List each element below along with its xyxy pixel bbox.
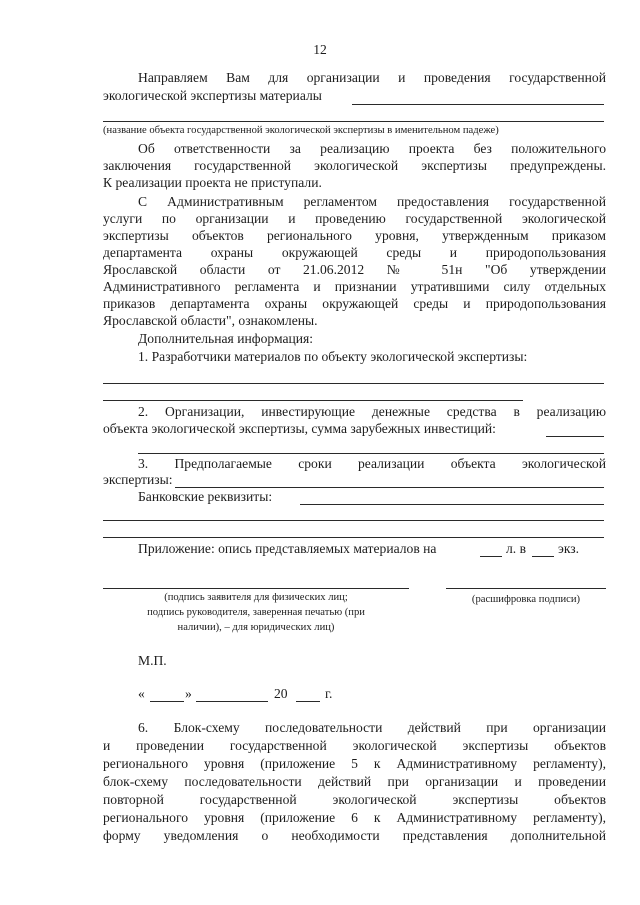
stamp-label: М.П. — [138, 653, 167, 668]
responsibility-line-3: К реализации проекта не приступали. — [103, 175, 322, 190]
date-year-suffix: г. — [325, 686, 333, 701]
regulation-line-1: С Административным регламентом предоставления государственной — [138, 194, 606, 209]
regulation-line-8: Ярославской области", ознакомлены. — [103, 313, 318, 328]
section-6-line-5: повторной государственной экологической экспертизы объектов — [103, 792, 606, 807]
section-6-line-3: регионального уровня (приложение 5 к Административному регламенту), — [103, 756, 606, 771]
item-1-line-2 — [103, 400, 523, 401]
item-2-blank — [546, 436, 604, 437]
object-name-caption: (название объекта государственной экологической экспертизы в именительном падеже) — [103, 125, 499, 136]
item-1-developers: 1. Разработчики материалов по объекту экологической экспертизы: — [138, 349, 528, 364]
item-2-line-1: 2. Организации, инвестирующие денежные средства в реализацию — [138, 404, 606, 419]
attachment-prefix: Приложение: опись представляемых материалов на — [138, 541, 437, 556]
regulation-line-6: Административного регламента и признании утратившими силу отдельных — [103, 279, 606, 294]
signature-caption-3: наличии), – для юридических лиц) — [177, 622, 335, 633]
signature-decoding-caption: (расшифровка подписи) — [471, 594, 581, 605]
object-name-line — [103, 121, 604, 122]
date-year-prefix: 20 — [274, 686, 288, 701]
attachment-mid: л. в — [506, 541, 526, 556]
responsibility-line-1: Об ответственности за реализацию проекта без положительного — [138, 141, 606, 156]
section-6-line-6: регионального уровня (приложение 6 к Административному регламенту), — [103, 810, 606, 825]
attachment-sheets-blank — [480, 556, 502, 557]
regulation-line-2: услуги по организации и проведению государственной экологической — [103, 211, 606, 226]
date-year-blank — [296, 701, 320, 702]
regulation-line-3: экспертизы объектов регионального уровня, утвержденным приказом — [103, 228, 606, 243]
section-6-line-7: форму уведомления о необходимости представления дополнительной — [103, 828, 606, 843]
bank-details-blank — [300, 504, 604, 505]
attachment-copies-blank — [532, 556, 554, 557]
regulation-line-7: приказов департамента охраны окружающей среды и природопользования — [103, 296, 606, 311]
item-3-line-1: 3. Предполагаемые сроки реализации объекта экологической — [138, 456, 606, 471]
date-open-quote: « — [138, 686, 145, 701]
object-name-blank — [352, 104, 604, 105]
signature-caption-2: подпись руководителя, заверенная печатью (при — [147, 607, 365, 618]
bank-details-line-2 — [103, 537, 604, 538]
item-2-line-2: объекта экологической экспертизы, сумма зарубежных инвестиций: — [103, 421, 496, 436]
date-close-quote: » — [185, 686, 192, 701]
date-day-blank — [150, 701, 184, 702]
section-6-line-1: 6. Блок-схему последовательности действий при организации — [138, 720, 606, 735]
item-3-line-2: экспертизы: — [103, 472, 173, 487]
regulation-line-4: департамента охраны окружающей среды и природопользования — [103, 245, 606, 260]
attachment-suffix: экз. — [558, 541, 580, 556]
page-number: 12 — [313, 42, 327, 57]
signature-caption-1: (подпись заявителя для физических лиц; — [164, 592, 348, 603]
regulation-line-5: Ярославской области от 21.06.2012 № 51н "Об утверждении — [103, 262, 606, 277]
section-6-line-2: и проведении государственной экологической экспертизы объектов — [103, 738, 606, 753]
signature-line — [103, 588, 409, 589]
bank-details-label: Банковские реквизиты: — [138, 489, 273, 504]
signature-decoding-line — [446, 588, 606, 589]
section-6-line-4: блок-схему последовательности действий при организации и проведении — [103, 774, 606, 789]
bank-details-line-1 — [103, 520, 604, 521]
responsibility-line-2: заключения государственной экологической экспертизы предупреждены. — [103, 158, 606, 173]
item-1-line-1 — [103, 383, 604, 384]
item-3-blank — [175, 487, 604, 488]
item-2-line — [138, 453, 604, 454]
date-month-blank — [196, 701, 268, 702]
intro-line-1: Направляем Вам для организации и проведения государственной — [138, 70, 606, 85]
intro-line-2: экологической экспертизы материалы — [103, 88, 322, 103]
additional-info-heading: Дополнительная информация: — [138, 331, 314, 346]
